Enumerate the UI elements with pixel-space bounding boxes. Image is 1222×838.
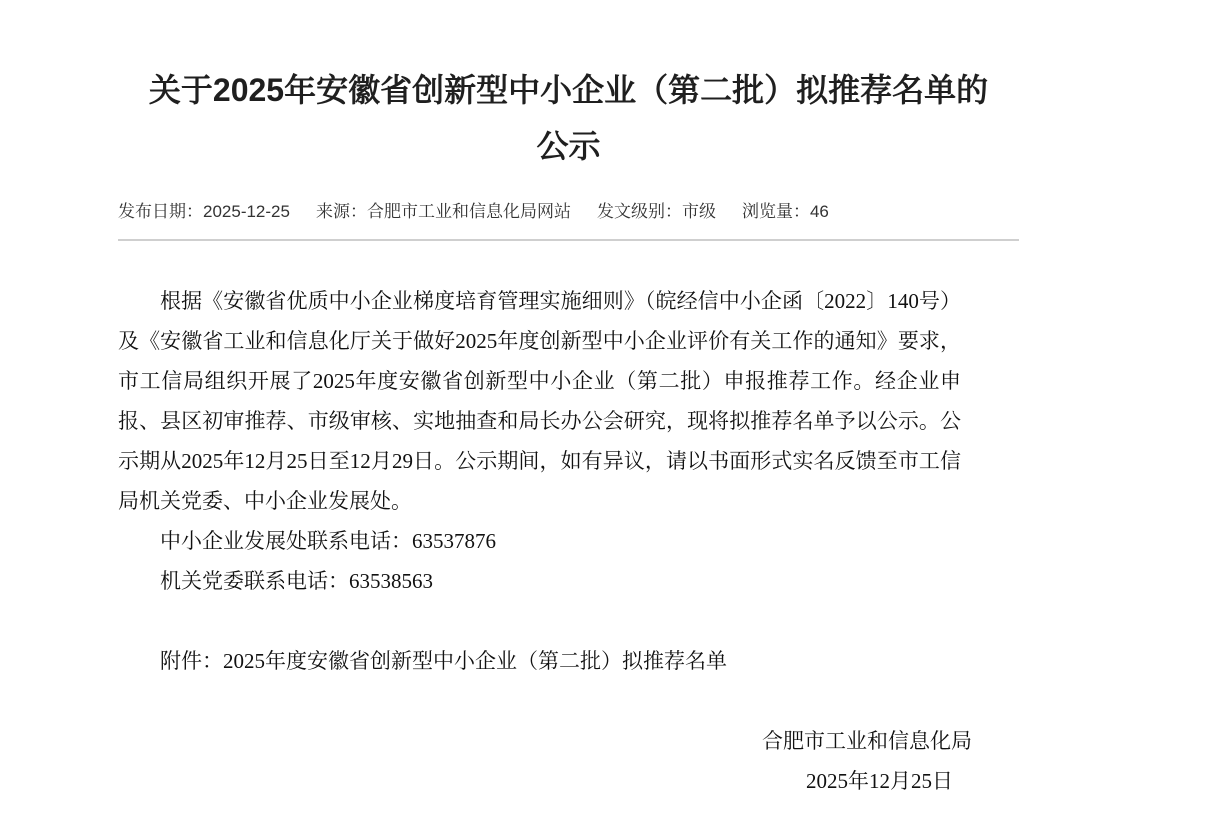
- meta-item-publish-date: [118, 201, 290, 223]
- meta-doc-level-value: 市级: [681, 202, 716, 222]
- meta-divider: [118, 239, 1019, 241]
- meta-source-label: 来源：: [315, 202, 367, 222]
- meta-doc-level-label: 发文级别：: [596, 202, 682, 222]
- article-text-block: [118, 281, 961, 681]
- article-body: [118, 281, 1019, 801]
- meta-item-doc-level: [597, 201, 716, 223]
- blank-line: [118, 681, 1019, 721]
- main-paragraph: 根据《安徽省优质中小企业梯度培育管理实施细则》（皖经信中小企函〔2022〕140号）及《安徽省工业和信息化厅关于做好2025年度创新型中小企业评价有关工作的通知》要求，市工信局组织开展了2025年度安徽省创新型中小企业（第二批）申报推荐工作。经企业申报、县区初审推荐、市级审核、实地抽查和局长办公会研究，现将拟推荐名单予以公示。公示期从2025年12月25日至12月29日。公示期间，如有异议，请以书面形式实名反馈至市工信局机关党委、中小企业发展处。: [118, 289, 961, 514]
- article-container: [118, 21, 1019, 801]
- blank-line: [118, 601, 961, 641]
- contact-phone-sme-dept: 中小企业发展处联系电话：63537876: [160, 529, 496, 554]
- meta-item-views: [742, 201, 829, 223]
- signature-date: 2025年12月25日: [806, 769, 953, 794]
- meta-views-label: 浏览量：: [741, 202, 810, 222]
- contact-phone-party-committee: 机关党委联系电话：63538563: [160, 569, 433, 594]
- article-meta-row: [118, 201, 1019, 223]
- meta-views-value: 46: [809, 202, 829, 222]
- page-title: 关于2025年安徽省创新型中小企业（第二批）拟推荐名单的公示: [148, 72, 989, 165]
- attachment-link[interactable]: 附件：2025年度安徽省创新型中小企业（第二批）拟推荐名单: [160, 649, 727, 674]
- meta-publish-date-label: 发布日期：: [118, 202, 203, 222]
- meta-source-value: 合肥市工业和信息化局网站: [366, 202, 571, 222]
- signature-organization: 合肥市工业和信息化局: [762, 729, 972, 754]
- meta-publish-date-value: 2025-12-25: [203, 202, 290, 222]
- meta-item-source: [316, 201, 571, 223]
